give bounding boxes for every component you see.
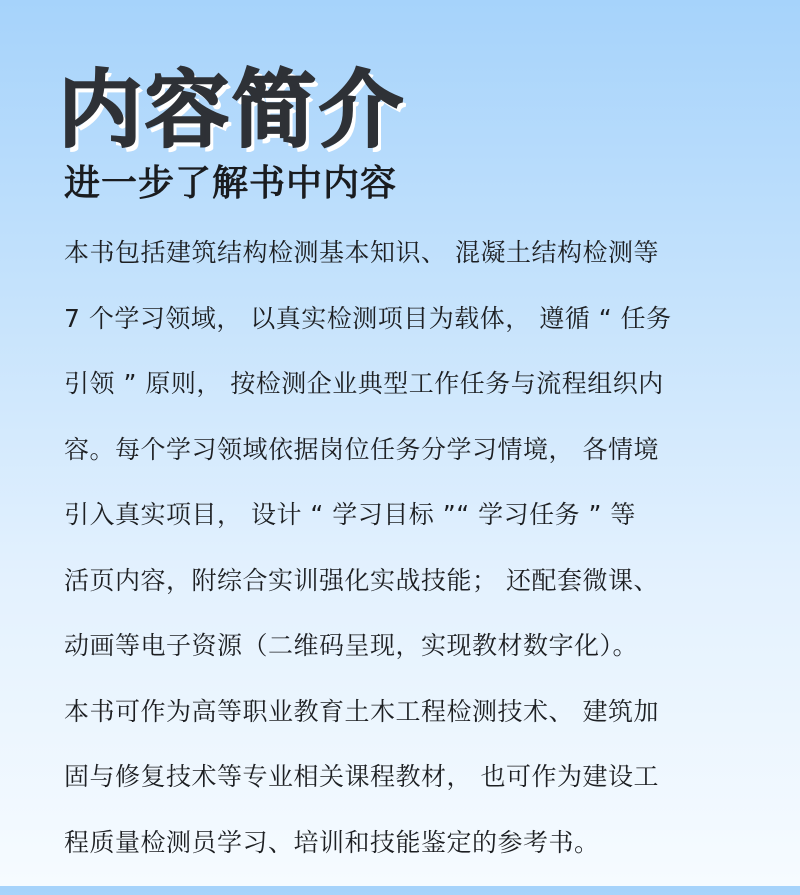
intro-line: 程质量检测员学习、培训和技能鉴定的参考书。 <box>64 830 744 895</box>
intro-line: 固与修复技术等专业相关课程教材， 也可作为建设工 <box>64 764 744 830</box>
intro-line: 活页内容，附综合实训强化实战技能； 还配套微课、 <box>64 568 744 634</box>
page-title: 内容简介 <box>58 68 406 152</box>
intro-line: 7 个学习领域， 以真实检测项目为载体， 遵循 “ 任务 <box>64 306 744 372</box>
intro-line: 容。每个学习领域依据岗位任务分学习情境， 各情境 <box>64 437 744 503</box>
intro-text <box>64 240 744 895</box>
intro-line: 引领 ” 原则， 按检测企业典型工作任务与流程组织内 <box>64 371 744 437</box>
intro-line: 本书包括建筑结构检测基本知识、 混凝土结构检测等 <box>64 240 744 306</box>
intro-line: 动画等电子资源（二维码呈现，实现教材数字化）。 <box>64 633 744 699</box>
intro-line: 本书可作为高等职业教育土木工程检测技术、 建筑加 <box>64 699 744 765</box>
page-subtitle: 进一步了解书中内容 <box>64 166 397 202</box>
intro-line: 引入真实项目， 设计 “ 学习目标 ”“ 学习任务 ” 等 <box>64 502 744 568</box>
